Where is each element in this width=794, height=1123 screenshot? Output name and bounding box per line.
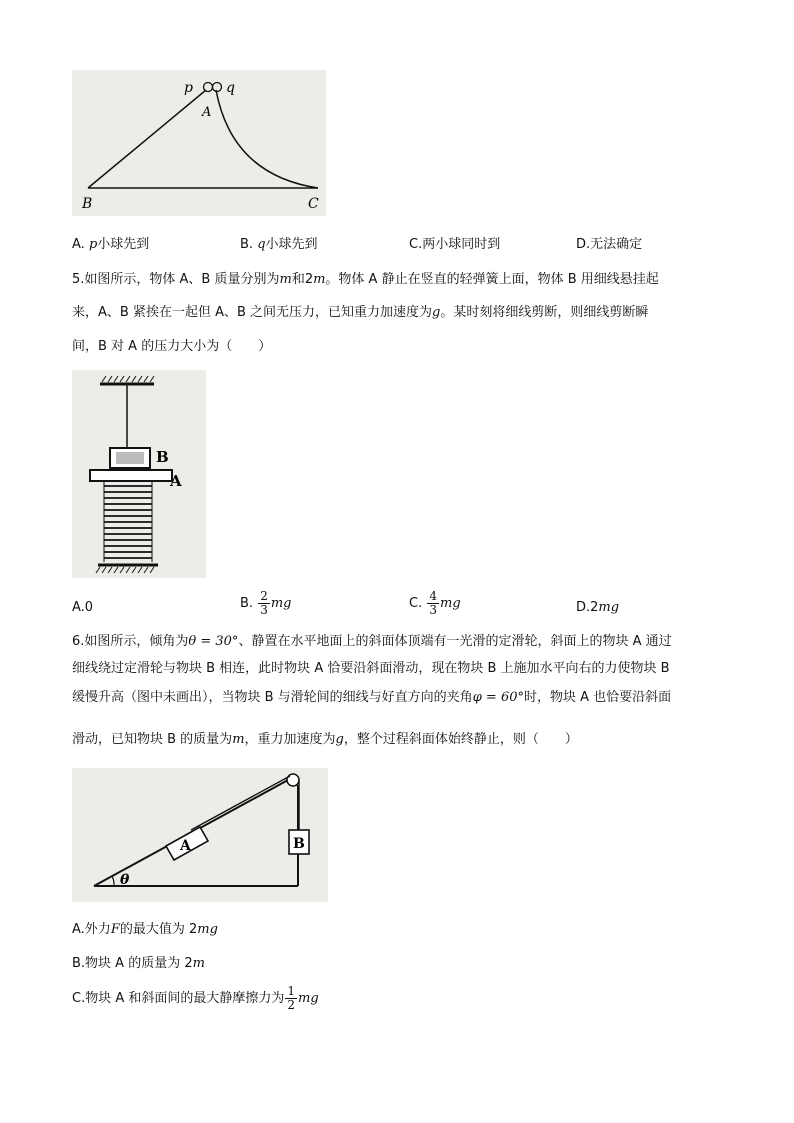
q4-option-c[interactable]: C.两小球同时到 <box>409 237 501 252</box>
fraction-2-3: $\frac{2}{3}$ <box>260 589 268 617</box>
fraction-1-2: $\frac{1}{2}$ <box>287 984 296 1012</box>
figure-tracks <box>72 70 326 216</box>
label-block-A: A <box>170 472 182 490</box>
q5-option-c[interactable]: C. $\frac{4}{3}$ mg <box>409 589 461 617</box>
q5-stem-line2: 来，A、B 紧挨在一起但 A、B 之间无压力，已知重力加速度为g。某时刻将细线剪断，则细线剪断瞬 <box>72 305 649 320</box>
q6-stem-line3: 缓慢升高（图中未画出），当物块 B 与滑轮间的细线与好直方向的夹角φ = 60°时，物块 A 也恰要沿斜面 <box>72 690 672 705</box>
label-block-B: B <box>156 448 169 466</box>
q5-option-d[interactable]: D.2mg <box>576 600 620 615</box>
q4-option-d[interactable]: D.无法确定 <box>576 237 643 252</box>
label-B: B <box>82 196 93 212</box>
label-theta: θ <box>120 872 130 888</box>
q6-option-c[interactable]: C.物块 A 和斜面间的最大静摩擦力为 $\frac{1}{2}$ mg <box>72 984 319 1012</box>
q6-option-a[interactable]: A.外力F的最大值为 2mg <box>72 922 218 937</box>
q4-option-b[interactable]: B. q小球先到 <box>240 237 318 252</box>
q5-stem-line1: 5.如图所示，物体 A、B 质量分别为m和2m。物体 A 静止在竖直的轻弹簧上面，物体 B 用细线悬挂起 <box>72 272 659 287</box>
figure-incline-pulley <box>72 768 328 902</box>
label-C: C <box>308 196 319 212</box>
fraction-4-3: $\frac{4}{3}$ <box>429 589 437 617</box>
q5-stem-line3: 间，B 对 A 的压力大小为（ ） <box>72 339 272 354</box>
q6-option-b[interactable]: B.物块 A 的质量为 2m <box>72 956 205 971</box>
label-A: A <box>202 105 212 120</box>
q5-option-a[interactable]: A.0 <box>72 600 94 615</box>
label-block-A: A <box>180 838 191 854</box>
q6-stem-line4: 滑动，已知物块 B 的质量为m，重力加速度为g，整个过程斜面体始终静止，则（ ） <box>72 732 578 747</box>
q4-option-a[interactable]: A. p小球先到 <box>72 237 150 252</box>
q6-stem-line1: 6.如图所示，倾角为θ = 30°、静置在水平地面上的斜面体顶端有一光滑的定滑轮，斜面上的物块 A 通过 <box>72 634 672 649</box>
q5-option-b[interactable]: B. $\frac{2}{3}$ mg <box>240 589 292 617</box>
label-q: q <box>226 80 235 96</box>
q6-stem-line2: 细线绕过定滑轮与物块 B 相连，此时物块 A 恰要沿斜面滑动，现在物块 B 上施加水平向右的力使物块 B <box>72 661 670 676</box>
label-block-B: B <box>293 836 305 852</box>
label-p: p <box>184 80 193 96</box>
figure-spring-blocks <box>72 370 206 578</box>
